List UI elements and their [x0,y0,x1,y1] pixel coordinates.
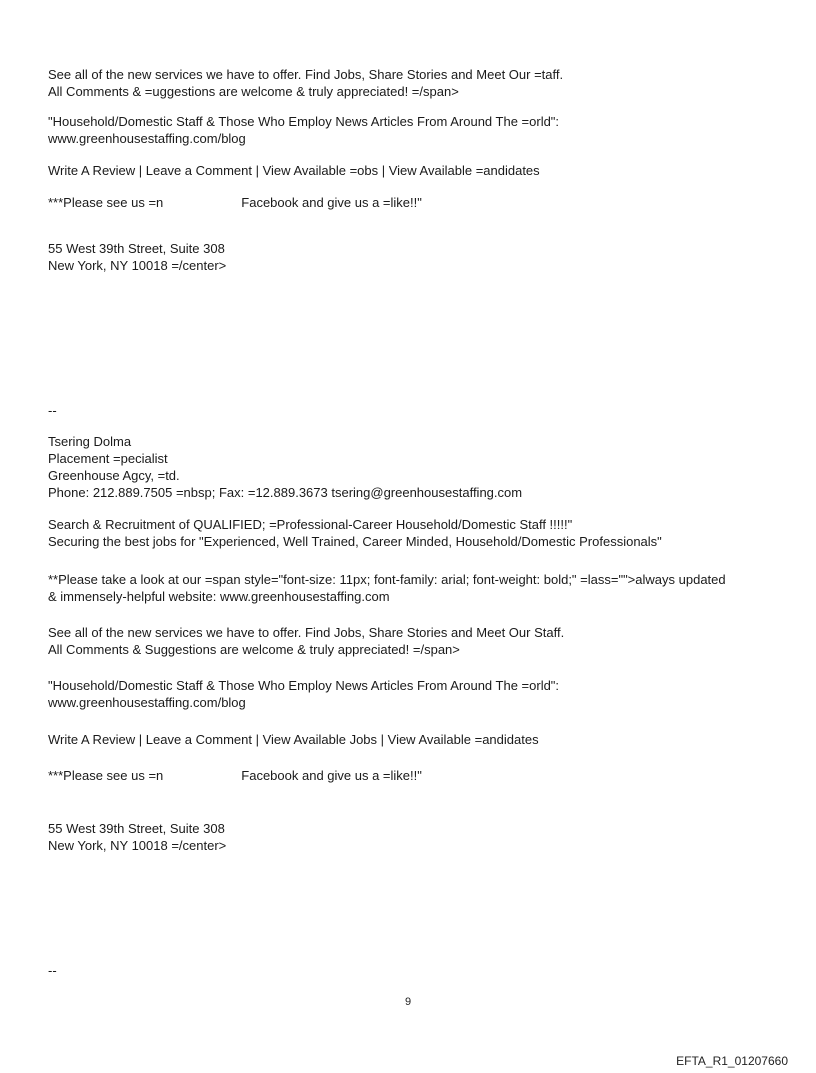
signature-name: Tsering Dolma [48,434,132,449]
comments-text: All Comments & Suggestions are welcome & truly appreciated! =/span> [48,642,460,657]
news-text: "Household/Domestic Staff & Those Who Employ News Articles From Around The =orld": [48,114,560,129]
signature-title: Placement =pecialist [48,451,168,466]
action-links[interactable]: Write A Review | Leave a Comment | View Available =obs | View Available =andidates [48,163,540,178]
address-line-2: New York, NY 10018 =/center> [48,838,227,853]
address-line-2: New York, NY 10018 =/center> [48,258,227,273]
facebook-text-left: ***Please see us =n [48,195,164,210]
website-promo-text: **Please take a look at our =span style="font-size: 11px; font-family: arial; font-weight: bold;" =lass="">always updated [48,572,726,587]
website-link[interactable]: & immensely-helpful website: www.greenhousestaffing.com [48,589,390,604]
facebook-text-right: Facebook and give us a =like!!" [241,768,422,783]
page-number: 9 [404,996,412,1008]
separator: -- [48,403,57,418]
action-links[interactable]: Write A Review | Leave a Comment | View Available Jobs | View Available =andidates [48,732,539,747]
facebook-text-right: Facebook and give us a =like!!" [241,195,422,210]
securing-text: Securing the best jobs for "Experienced, Well Trained, Career Minded, Household/Domestic Professionals" [48,534,662,549]
facebook-text-left: ***Please see us =n [48,768,164,783]
services-text: See all of the new services we have to offer. Find Jobs, Share Stories and Meet Our Staff. [48,625,565,640]
document-id: EFTA_R1_01207660 [676,1054,788,1068]
blog-link[interactable]: www.greenhousestaffing.com/blog [48,131,246,146]
search-recruitment-text: Search & Recruitment of QUALIFIED; =Professional-Career Household/Domestic Staff !!!!!" [48,517,573,532]
facebook-line [48,194,422,211]
address-line-1: 55 West 39th Street, Suite 308 [48,821,225,836]
signature-company: Greenhouse Agcy, =td. [48,468,180,483]
facebook-line [48,767,422,784]
signature-contact: Phone: 212.889.7505 =nbsp; Fax: =12.889.3673 tsering@greenhousestaffing.com [48,485,523,500]
comments-text: All Comments & =uggestions are welcome & truly appreciated! =/span> [48,84,459,99]
blog-link[interactable]: www.greenhousestaffing.com/blog [48,695,246,710]
news-text: "Household/Domestic Staff & Those Who Employ News Articles From Around The =orld": [48,678,560,693]
services-text: See all of the new services we have to offer. Find Jobs, Share Stories and Meet Our =taff. [48,67,564,82]
separator: -- [48,963,57,978]
address-line-1: 55 West 39th Street, Suite 308 [48,241,225,256]
